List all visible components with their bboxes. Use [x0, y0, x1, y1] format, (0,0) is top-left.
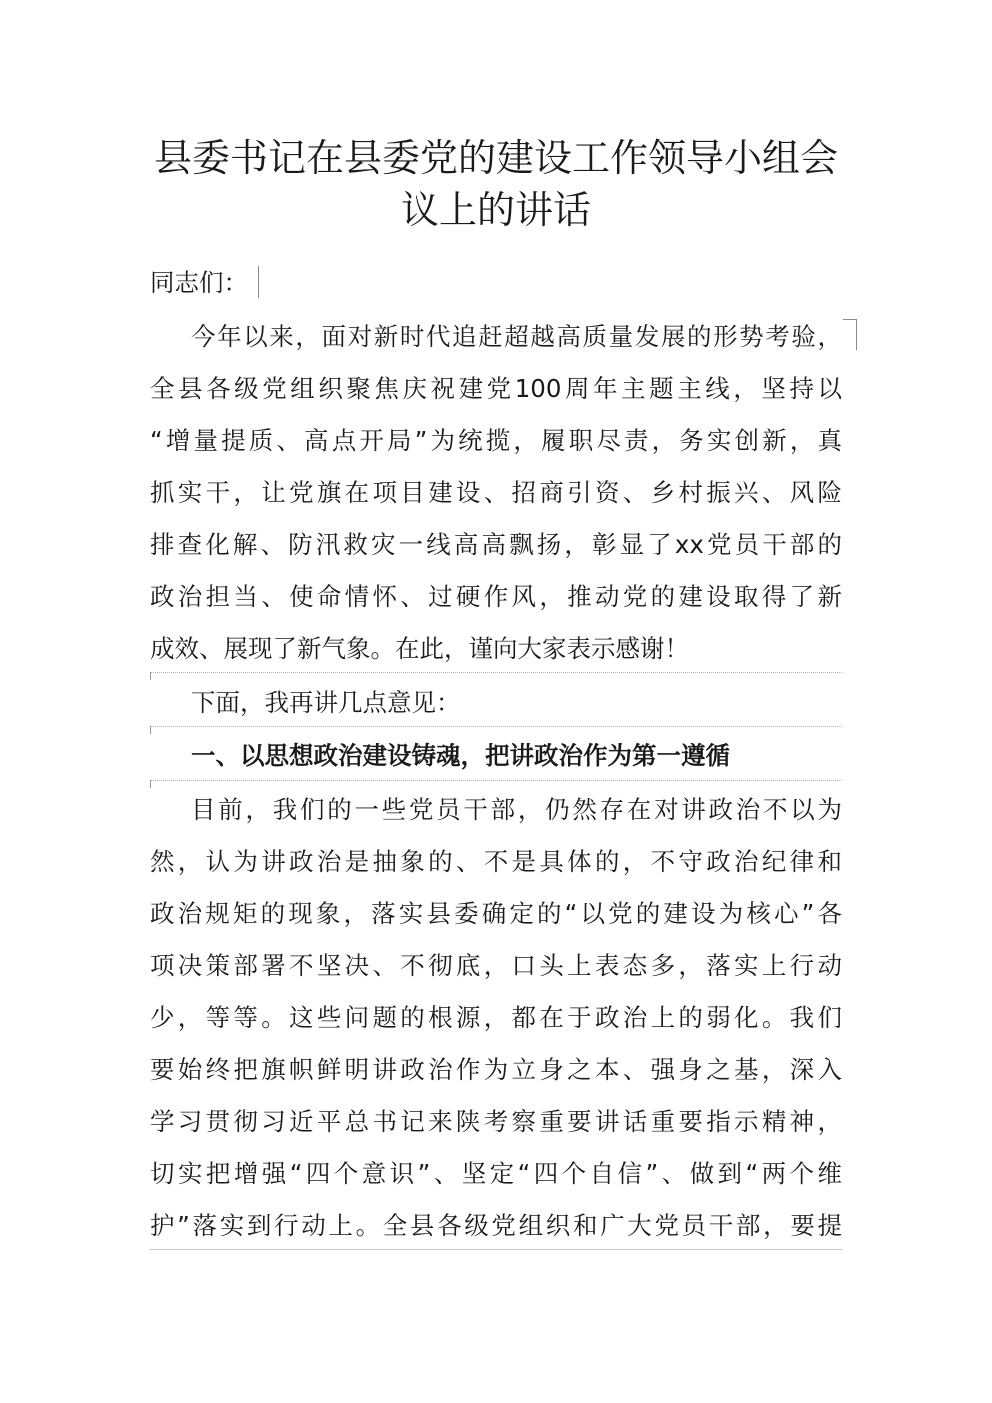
divider [150, 672, 842, 673]
paragraph3-line-2: 然，认为讲政治是抽象的、不是具体的，不守政治纪律和 [150, 847, 842, 876]
page-bottom-rule [150, 1249, 842, 1250]
divider [150, 726, 842, 727]
paragraph1-line-4: 抓实干，让党旗在项目建设、招商引资、乡村振兴、风险 [150, 478, 842, 507]
document-title [150, 132, 842, 236]
greeting-frame [150, 266, 259, 298]
paragraph3-line-6: 要始终把旗帜鲜明讲政治作为立身之本、强身之基，深入 [150, 1055, 842, 1084]
paragraph3-line-5: 少，等等。这些问题的根源，都在于政治上的弱化。我们 [150, 1003, 842, 1032]
title-line-2: 议上的讲话 [400, 188, 591, 232]
paragraph3-line-1: 目前，我们的一些党员干部，仍然存在对讲政治不以为 [191, 795, 842, 824]
divider-corner [150, 726, 152, 734]
paragraph1-line-2: 全县各级党组织聚焦庆祝建党100周年主题主线，坚持以 [150, 374, 842, 403]
greeting: 同志们： [150, 268, 248, 297]
paragraph1-line-7: 成效、展现了新气象。在此，谨向大家表示感谢！ [150, 634, 689, 663]
paragraph3-line-3: 政治规矩的现象，落实县委确定的“以党的建设为核心”各 [150, 899, 842, 928]
paragraph1-line-3: “增量提质、高点开局”为统揽，履职尽责，务实创新，真 [150, 426, 842, 455]
paragraph3-line-8: 切实把增强“四个意识”、坚定“四个自信”、做到“两个维 [150, 1159, 842, 1188]
divider [150, 780, 842, 781]
divider-corner [150, 672, 152, 680]
section-heading: 一、以思想政治建设铸魂，把讲政治作为第一遵循 [191, 741, 730, 770]
paragraph1-line-1: 今年以来，面对新时代追赶超越高质量发展的形势考验， [191, 322, 842, 351]
title-line-1: 县委书记在县委党的建设工作领导小组会 [153, 136, 838, 180]
paragraph3-line-7: 学习贯彻习近平总书记来陕考察重要讲话重要指示精神， [150, 1107, 842, 1136]
divider-corner [150, 780, 152, 788]
paragraph3-line-4: 项决策部署不坚决、不彻底，口头上表态多，落实上行动 [150, 951, 842, 980]
paragraph1-line-5: 排查化解、防汛救灾一线高高飘扬，彰显了xx党员干部的 [150, 530, 842, 559]
paragraph1-line-6: 政治担当、使命情怀、过硬作风，推动党的建设取得了新 [150, 582, 842, 611]
paragraph2: 下面，我再讲几点意见： [191, 688, 461, 717]
margin-mark [843, 319, 857, 350]
paragraph3-line-9: 护”落实到行动上。全县各级党组织和广大党员干部，要提 [150, 1211, 842, 1240]
